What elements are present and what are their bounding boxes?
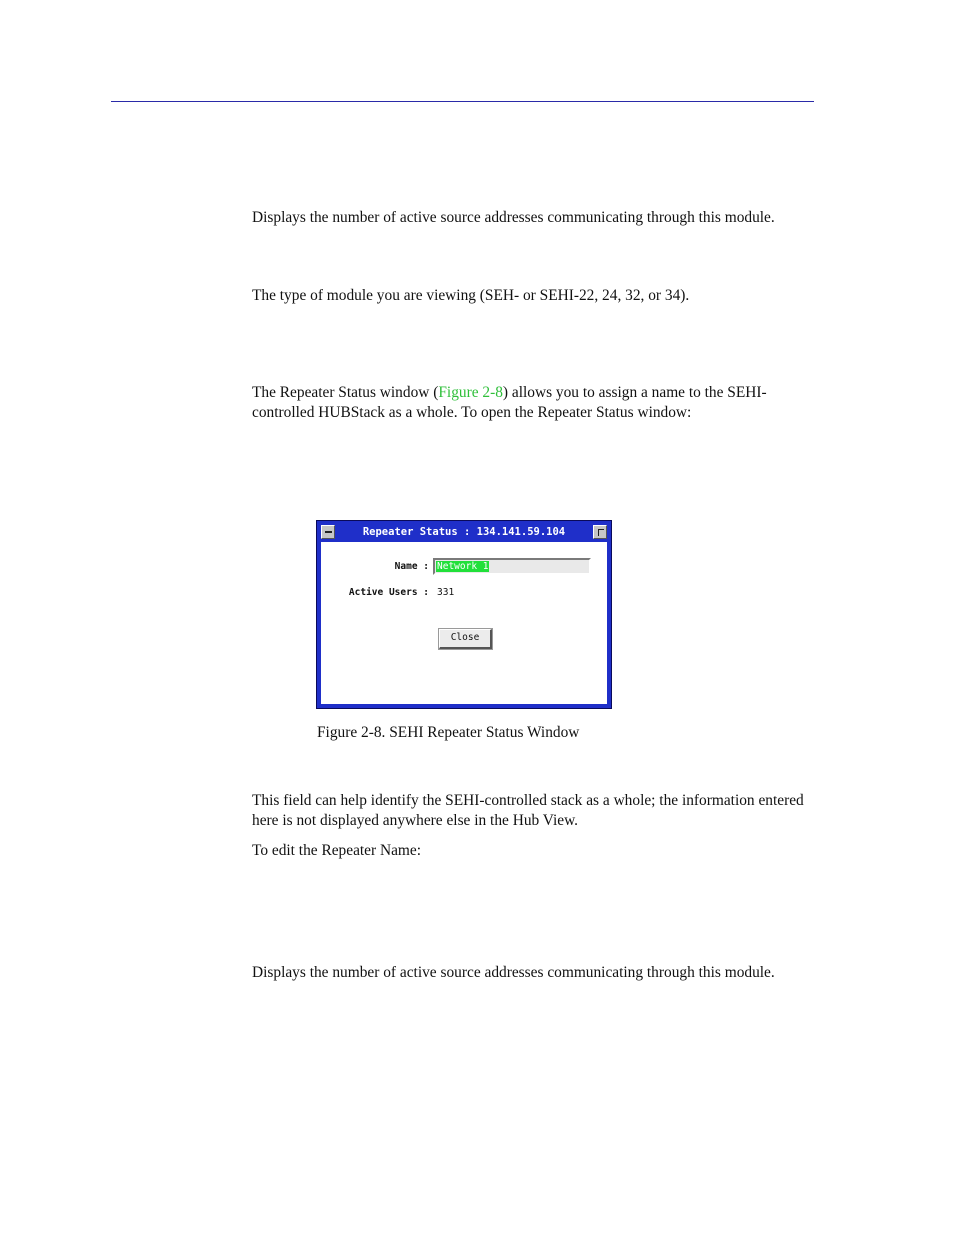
paragraph-module-type: The type of module you are viewing (SEH- or SEHI-22, 24, 32, or 34). bbox=[252, 287, 690, 304]
figure-2-8-link[interactable]: Figure 2-8 bbox=[438, 384, 503, 401]
paragraph-edit-name: To edit the Repeater Name: bbox=[252, 842, 422, 859]
close-button[interactable]: Close bbox=[439, 629, 492, 649]
repeater-status-window bbox=[316, 520, 612, 709]
paragraph-source-addresses: Displays the number of active source addresses communicating through this module. bbox=[252, 209, 775, 226]
restore-icon[interactable] bbox=[593, 525, 607, 539]
paragraph-active-users: Displays the number of active source addresses communicating through this module. bbox=[252, 964, 775, 981]
system-menu-icon[interactable] bbox=[321, 525, 335, 539]
window-title: Repeater Status : 134.141.59.104 bbox=[362, 526, 566, 538]
window-titlebar[interactable] bbox=[319, 523, 609, 541]
paragraph-name-field-description: This field can help identify the SEHI-controlled stack as a whole; the information entered here is not displayed anywhere else in the Hub View. bbox=[252, 792, 804, 829]
header-rule bbox=[111, 101, 814, 102]
name-label: Name : bbox=[394, 561, 429, 572]
repeater-name-field[interactable] bbox=[433, 558, 591, 575]
window-client-area bbox=[321, 542, 607, 704]
intro-text-before: The Repeater Status window ( bbox=[252, 384, 439, 401]
figure-caption: Figure 2-8. SEHI Repeater Status Window bbox=[317, 724, 580, 741]
active-users-label: Active Users : bbox=[348, 587, 429, 598]
repeater-name-value[interactable]: Network 1 bbox=[437, 561, 489, 572]
paragraph-repeater-status-intro bbox=[252, 383, 814, 422]
active-users-value: 331 bbox=[437, 587, 455, 598]
intro-text-after: ) allows you to assign a name to the SEHI-controlled HUBStack as a whole. To open the Repeater Status window: bbox=[252, 384, 767, 421]
